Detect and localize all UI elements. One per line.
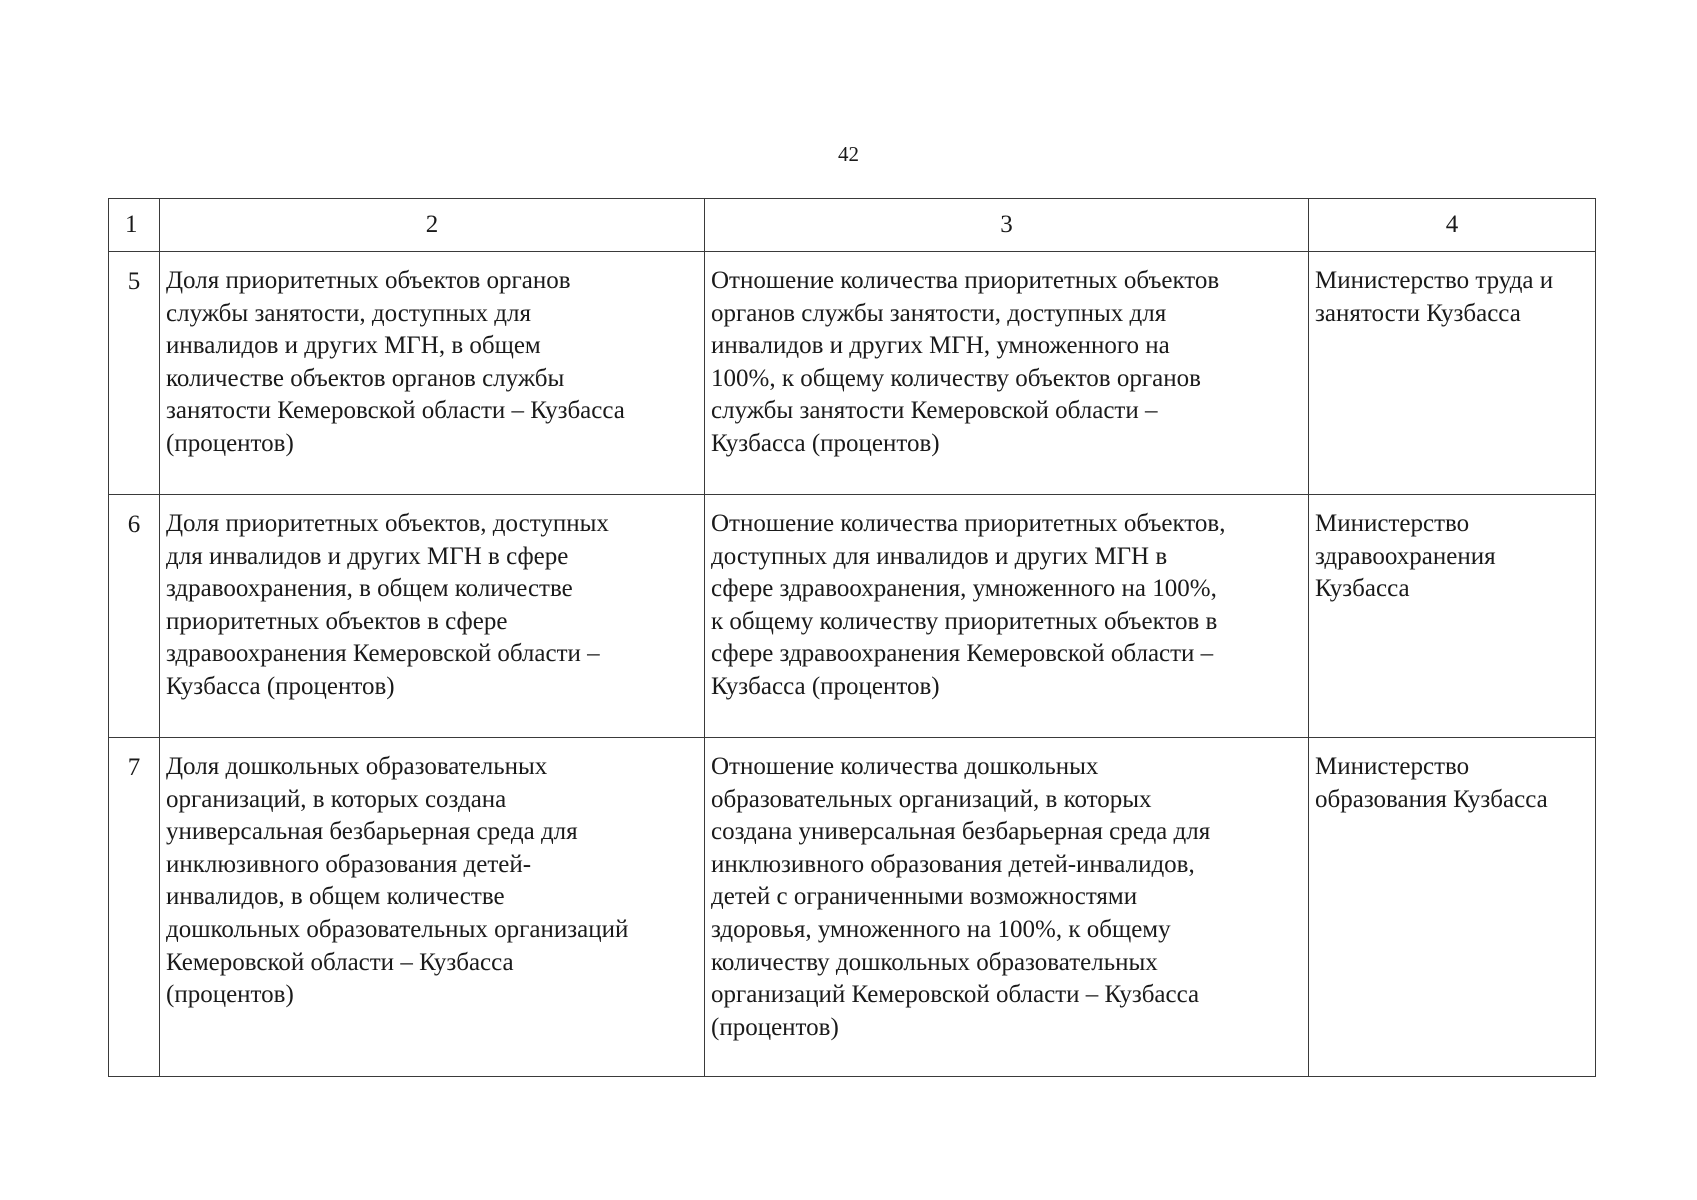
row-number: 7	[109, 738, 160, 1077]
table-row	[109, 495, 1596, 738]
indicators-table	[108, 198, 1596, 1077]
indicator-name: Доля приоритетных объектов органов службы занятости, доступных для инвалидов и других МГН, в общем количестве объектов органов службы занятости Кемеровской области – Кузбасса (процентов)	[160, 252, 705, 495]
table-row	[109, 252, 1596, 495]
indicator-name: Доля приоритетных объектов, доступных для инвалидов и других МГН в сфере здравоохранения, в общем количестве приоритетных объектов в сфере здравоохранения Кемеровской области – Кузбасса (процентов)	[160, 495, 705, 738]
table-row	[109, 738, 1596, 1077]
calculation-method: Отношение количества приоритетных объектов органов службы занятости, доступных для инвалидов и других МГН, умноженного на 100%, к общему количеству объектов органов службы занятости Кемеровской области – Кузбасса (процентов)	[705, 252, 1309, 495]
column-number-2: 2	[160, 199, 705, 252]
responsible-body: Министерство труда и занятости Кузбасса	[1309, 252, 1596, 495]
column-number-3: 3	[705, 199, 1309, 252]
row-number: 5	[109, 252, 160, 495]
column-number-1: 1	[109, 199, 160, 252]
calculation-method: Отношение количества приоритетных объектов, доступных для инвалидов и других МГН в сфере здравоохранения, умноженного на 100%, к общему количеству приоритетных объектов в сфере здравоохранения Кемеровской области – Кузбасса (процентов)	[705, 495, 1309, 738]
column-number-4: 4	[1309, 199, 1596, 252]
responsible-body: Министерство здравоохранения Кузбасса	[1309, 495, 1596, 738]
indicator-name: Доля дошкольных образовательных организаций, в которых создана универсальная безбарьерная среда для инклюзивного образования детей- инвалидов, в общем количестве дошкольных образовательных организаций Кемеровской области – Кузбасса (процентов)	[160, 738, 705, 1077]
calculation-method: Отношение количества дошкольных образовательных организаций, в которых создана универсальная безбарьерная среда для инклюзивного образования детей-инвалидов, детей с ограниченными возможностями здоровья, умноженного на 100%, к общему количеству дошкольных образовательных организаций Кемеровской области – Кузбасса (процентов)	[705, 738, 1309, 1077]
row-number: 6	[109, 495, 160, 738]
table-header-row	[109, 199, 1596, 252]
responsible-body: Министерство образования Кузбасса	[1309, 738, 1596, 1077]
page-number: 42	[838, 142, 859, 166]
